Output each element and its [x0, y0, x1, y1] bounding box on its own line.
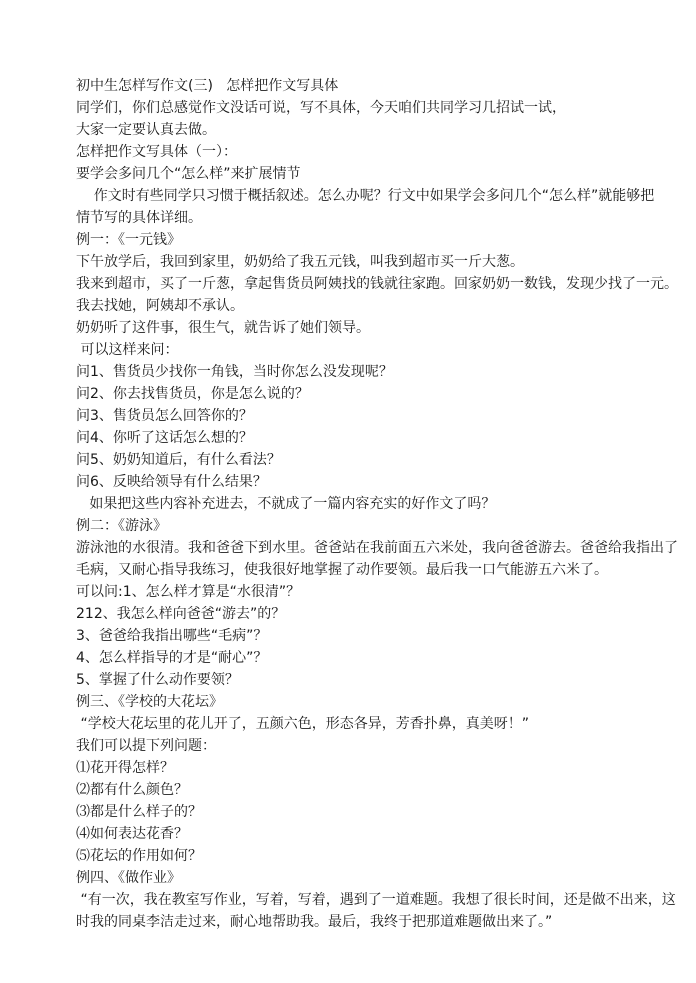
section-subheading: 要学会多问几个“怎么样”来扩展情节 [76, 166, 301, 182]
question-item: 3、爸爸给我指出哪些“毛病”？ [76, 628, 268, 644]
example-text: 我去找她，阿姨却不承认。 [76, 298, 244, 314]
example-heading: 例四、《做作业》 [76, 870, 181, 886]
intro-line: 同学们，你们总感觉作文没话可说，写不具体，今天咱们共同学习几招试一试， [76, 100, 566, 116]
paragraph-line: 情节写的具体详细。 [76, 210, 202, 226]
question-intro: 我们可以提下列问题： [76, 738, 216, 754]
question-item: ⑵都有什么颜色？ [76, 782, 188, 798]
question-item: 问1、售货员少找你一角钱，当时你怎么没发现呢？ [76, 364, 393, 380]
question-item: 问2、你去找售货员，你是怎么说的？ [76, 386, 309, 402]
example-text: 我来到超市，买了一斤葱，拿起售货员阿姨找的钱就往家跑。回家奶奶一数钱，发现少找了一元。 [76, 276, 678, 292]
example-text: 下午放学后，我回到家里，奶奶给了我五元钱，叫我到超市买一斤大葱。 [76, 254, 524, 270]
question-item: ⑴花开得怎样？ [76, 760, 174, 776]
example-text: “有一次，我在教室写作业，写着，写着，遇到了一道难题。我想了很长时间，还是做不出来，这 [76, 892, 676, 908]
question-item: 问3、售货员怎么回答你的？ [76, 408, 253, 424]
example-text: 游泳池的水很清。我和爸爸下到水里。爸爸站在我前面五六米处，我向爸爸游去。爸爸给我指出了 [76, 540, 678, 556]
example-text: 毛病，又耐心指导我练习，使我很好地掌握了动作要领。最后我一口气能游五六米了。 [76, 562, 608, 578]
example-text: 时我的同桌李洁走过来，耐心地帮助我。最后，我终于把那道难题做出来了。” [76, 914, 553, 930]
question-item: 4、怎么样指导的才是“耐心”？ [76, 650, 268, 666]
example-heading: 例三、《学校的大花坛》 [76, 694, 223, 710]
question-item: 212、我怎么样向爸爸“游去”的？ [76, 606, 286, 622]
summary-line: 如果把这些内容补充进去，不就成了一篇内容充实的好作文了吗？ [76, 496, 496, 512]
section-heading: 怎样把作文写具体（一）： [76, 144, 237, 160]
intro-line: 大家一定要认真去做。 [76, 122, 216, 138]
question-item: 问6、反映给领导有什么结果？ [76, 474, 267, 490]
question-item: 问5、奶奶知道后，有什么看法？ [76, 452, 281, 468]
question-item: 可以问:1、怎么样才算是“水很清”？ [76, 584, 301, 600]
example-text: 奶奶听了这件事，很生气，就告诉了她们领导。 [76, 320, 370, 336]
doc-title: 初中生怎样写作文(三) 怎样把作文写具体 [76, 78, 339, 94]
question-intro: 可以这样来问： [76, 342, 179, 358]
question-item: ⑶都是什么样子的？ [76, 804, 202, 820]
question-item: ⑸花坛的作用如何？ [76, 848, 202, 864]
example-heading: 例二：《游泳》 [76, 518, 167, 534]
question-item: 5、掌握了什么动作要领？ [76, 672, 239, 688]
question-item: ⑷如何表达花香？ [76, 826, 188, 842]
question-item: 问4、你听了这话怎么想的？ [76, 430, 253, 446]
example-heading: 例一：《一元钱》 [76, 232, 181, 248]
paragraph-line: 作文时有些同学只习惯于概括叙述。怎么办呢？行文中如果学会多问几个“怎么样”就能够把 [76, 188, 655, 204]
example-text: “学校大花坛里的花儿开了，五颜六色，形态各异，芳香扑鼻，真美呀！” [76, 716, 529, 732]
